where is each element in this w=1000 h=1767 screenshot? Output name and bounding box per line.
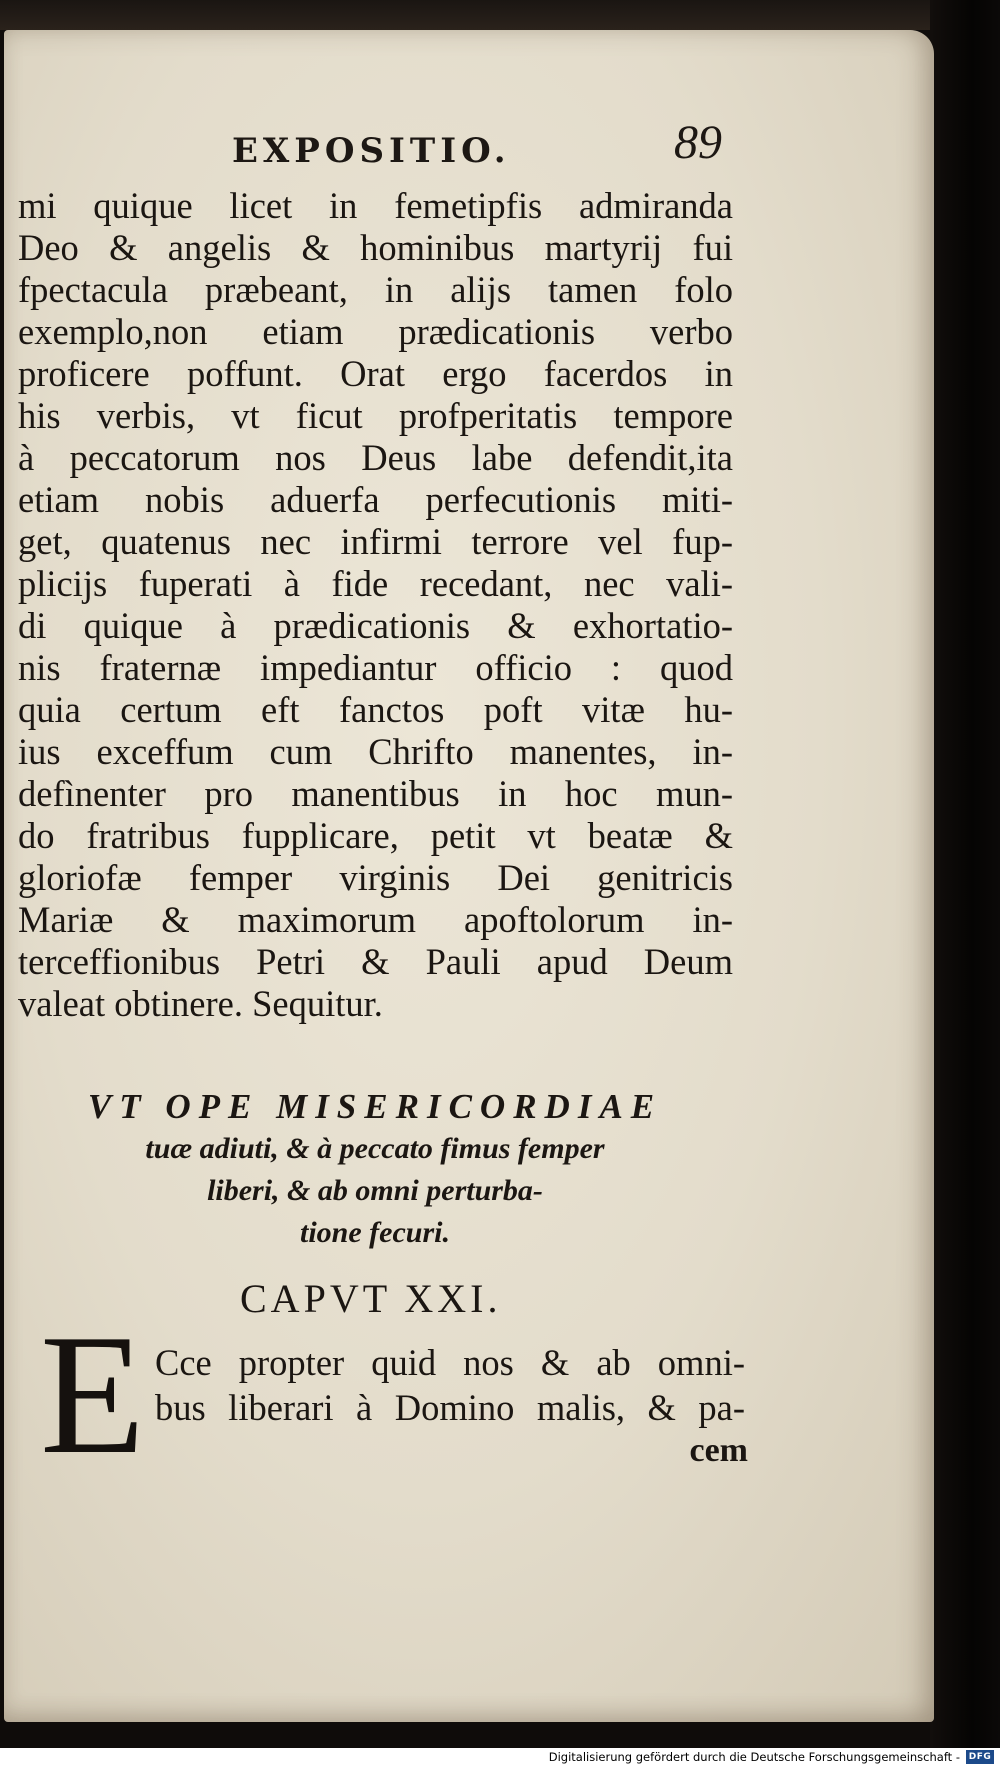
footer-bar [0,1748,1000,1767]
footer-credit: Digitalisierung gefördert durch die Deutsche Forschungsgemeinschaft - [548,1750,960,1764]
running-head [232,115,732,175]
text-line: etiam nobis aduerfa perfecutionis miti- [18,479,733,520]
running-head-title: EXPOSITIO. [232,131,511,171]
text-line: Cce propter quid nos & ab omni- [155,1342,745,1383]
scan-edge-top [0,0,1000,30]
text-line: terceffionibus Petri & Pauli apud Deum [18,941,733,982]
book-spine-shadow [930,0,1000,1767]
prayer-line: VT OPE MISERICORDIAE [87,1087,663,1126]
chapter-heading: CAPVT XXI. [240,1276,502,1321]
page-number: 89 [674,116,722,169]
text-line: plicijs fuperati à fide recedant, nec vali- [18,563,733,604]
text-line: fpectacula præbeant, in alijs tamen folo [18,269,733,310]
body-text [18,185,733,1025]
text-line: à peccatorum nos Deus labe defendit,ita [18,437,733,478]
prayer-line: liberi, & ab omni perturba- [207,1174,543,1207]
text-line: proficere poffunt. Orat ergo facerdos in [18,353,733,394]
chapter-text [155,1340,745,1430]
text-line: defìnenter pro manentibus in hoc mun- [18,773,733,814]
text-line: mi quique licet in femetipfis admiranda [18,185,733,226]
text-line: nis fraternæ impediantur officio : quod [18,647,733,688]
text-line: ius exceffum cum Chrifto manentes, in- [18,731,733,772]
text-line: di quique à prædicationis & exhortatio- [18,605,733,646]
dfg-logo-icon: DFG [966,1750,994,1764]
prayer-block [30,1086,720,1254]
text-line: Deo & angelis & hominibus martyrij fui [18,227,733,268]
text-line: bus liberari à Domino malis, & pa- [155,1387,745,1428]
text-line: valeat obtinere. Sequitur. [18,983,383,1024]
prayer-line: tione fecuri. [300,1216,450,1249]
catchword: cem [689,1432,748,1469]
prayer-line: tuæ adiuti, & à peccato fimus femper [145,1132,605,1165]
text-line: gloriofæ femper virginis Dei genitricis [18,857,733,898]
text-line: exemplo,non etiam prædicationis verbo [18,311,733,352]
text-line: quia certum eft fanctos poft vitæ hu- [18,689,733,730]
text-line: do fratribus fupplicare, petit vt beatæ & [18,815,733,856]
text-line: Mariæ & maximorum apoftolorum in- [18,899,733,940]
text-line: get, quatenus nec infirmi terrore vel fup- [18,521,733,562]
text-line: his verbis, vt ficut profperitatis tempore [18,395,733,436]
drop-cap: E [40,1300,146,1490]
